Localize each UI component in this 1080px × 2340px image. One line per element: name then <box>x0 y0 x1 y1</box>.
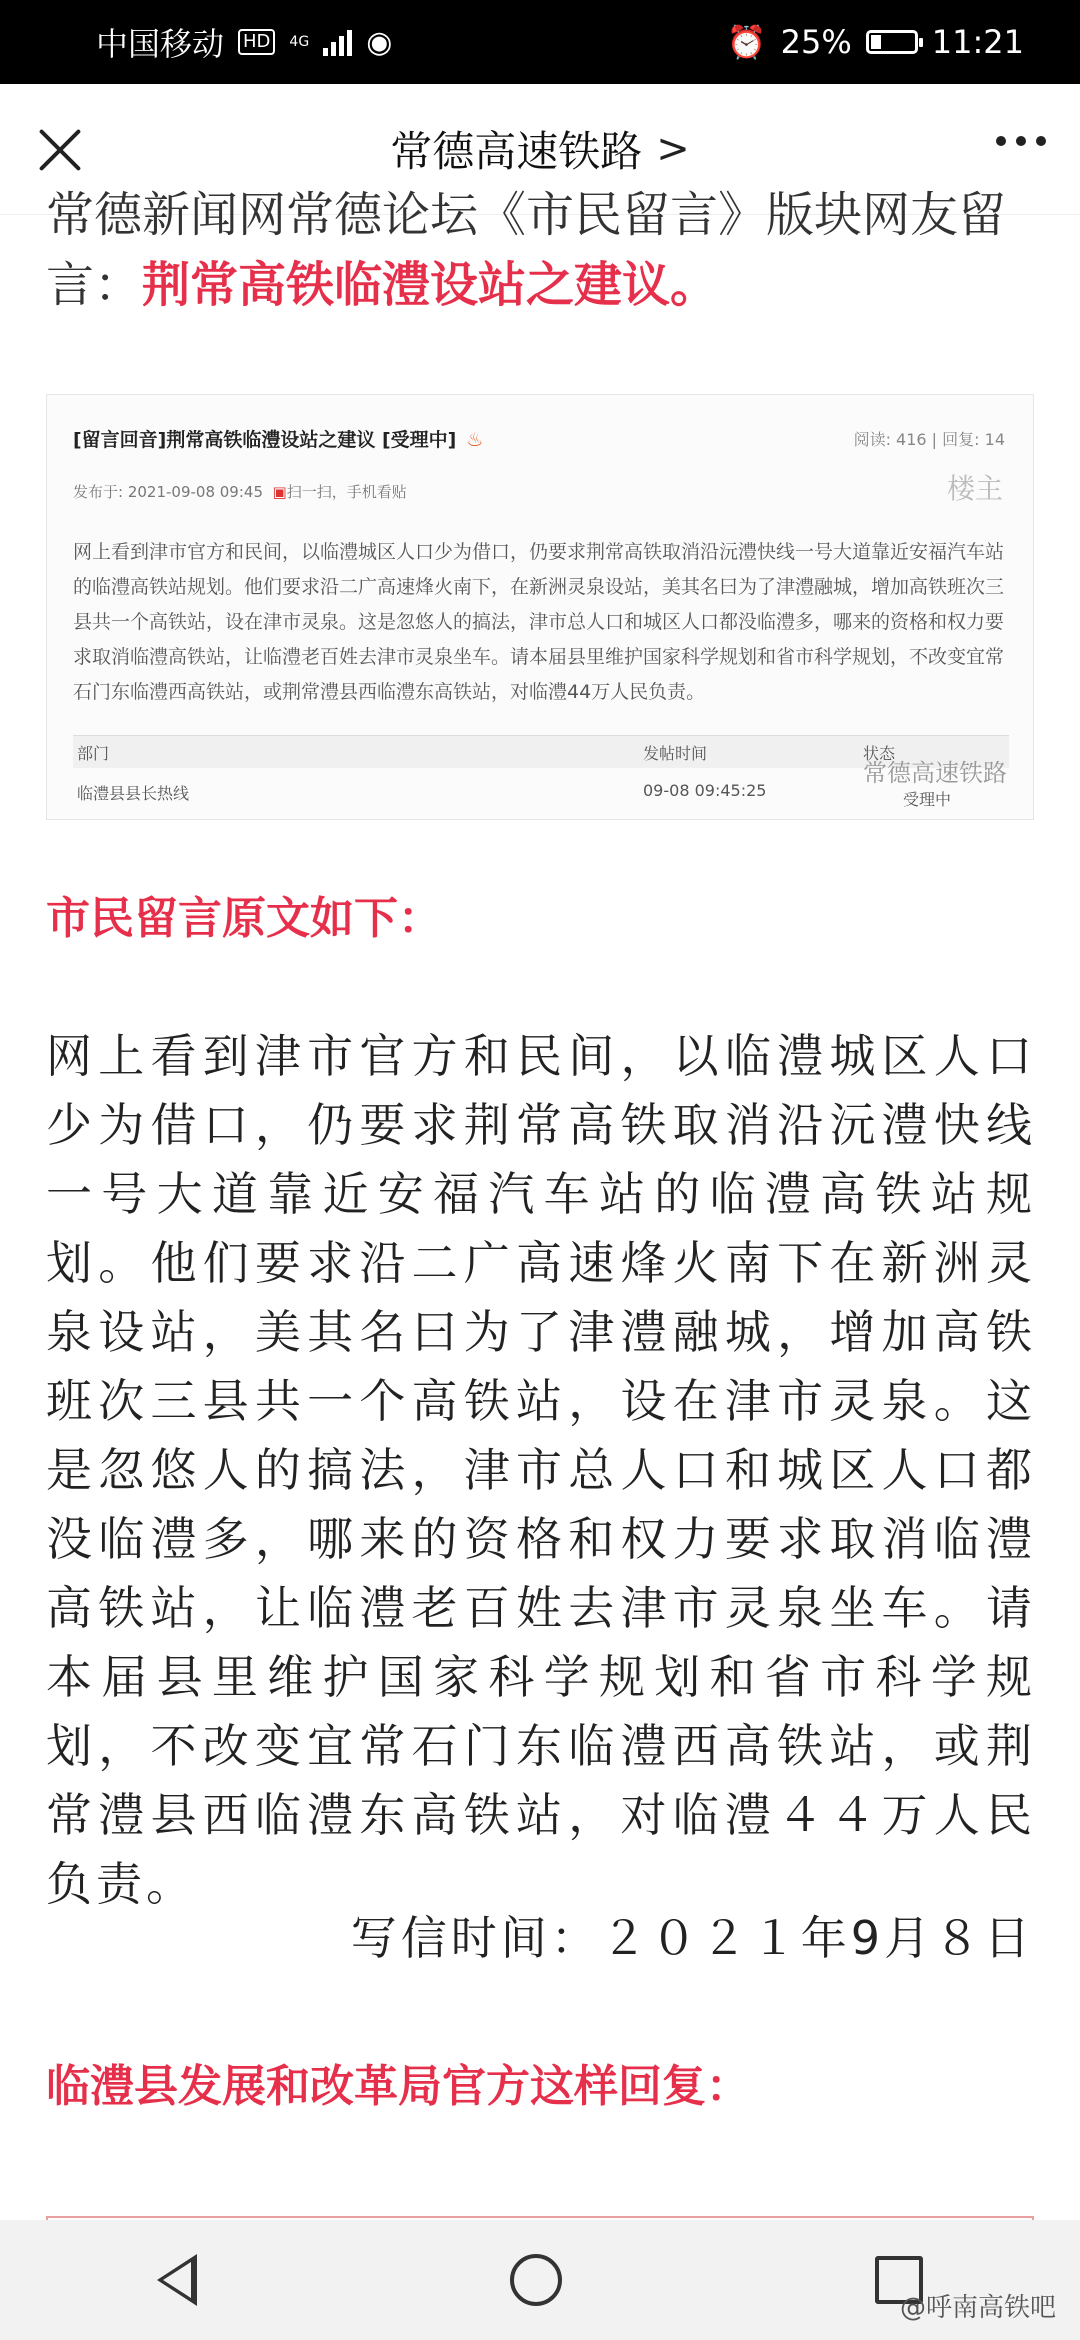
row-time: 09-08 09:45:25 <box>643 781 767 800</box>
page-title: 常德高速铁路 <box>390 127 643 176</box>
row-dept: 临澧县县长热线 <box>77 784 190 803</box>
system-nav-bar <box>0 2220 1080 2340</box>
signal-icon <box>323 28 352 56</box>
col-time: 发帖时间 <box>643 744 708 763</box>
col-status: 状态 <box>863 744 896 763</box>
battery-icon <box>866 30 918 54</box>
more-menu-icon[interactable] <box>996 136 1046 146</box>
col-dept: 部门 <box>77 744 110 763</box>
battery-percent: 25% <box>780 23 852 61</box>
letter-time: 写信时间：２０２１年9月８日 <box>350 1911 1034 1965</box>
intro-highlight: 荆常高铁临澧设站之建议。 <box>142 257 719 313</box>
account-title-link[interactable] <box>390 119 690 179</box>
post-floor: 楼主 <box>946 472 1003 505</box>
alarm-icon: ⏰ <box>726 23 767 61</box>
intro-paragraph <box>46 180 1036 320</box>
section-title-reply: 临澧县发展和改革局官方这样回复： <box>46 2061 750 2112</box>
main-paragraph: 网上看到津市官方和民间，以临澧城区人口少为借口，仍要求荆常高铁取消沿沅澧快线一号大道靠近安福汽车站的临澧高铁站规划。他们要求沿二广高速烽火南下在新洲灵泉设站，美其名曰为了津澧融城，增加高铁班次三县共一个高铁站，设在津市灵泉。这是忽悠人的搞法，津市总人口和城区人口都没临澧多，哪来的资格和权力要求取消临澧高铁站，让临澧老百姓去津市灵泉坐车。请本届县里维护国家科学规划和省市科学规划，不改变宜常石门东临澧西高铁站，或荆常澧县西临澧东高铁站，对临澧４４万人民负责。 <box>46 1029 1036 1911</box>
flame-icon: ♨ <box>466 429 484 451</box>
post-title: [留言回音]荆常高铁临澧设站之建议 [受理中] ♨ <box>73 429 484 451</box>
article-content[interactable] <box>0 187 1080 2220</box>
eye-icon: ◉ <box>366 24 393 60</box>
post-meta: 发布于: 2021-09-08 09:45 ▣扫一扫，手机看贴 <box>73 483 407 501</box>
watermark: 常德高速铁路 <box>863 759 1007 787</box>
section-title-original: 市民留言原文如下： <box>46 893 442 944</box>
corner-watermark: @呼南高铁吧 <box>899 2293 1056 2323</box>
status-right <box>727 23 1024 61</box>
home-icon[interactable] <box>510 2254 562 2306</box>
chevron-right-icon: > <box>656 126 690 172</box>
post-body: 网上看到津市官方和民间，以临澧城区人口少为借口，仍要求荆常高铁取消沿沅澧快线一号大道靠近安福汽车站的临澧高铁站规划。他们要求沿二广高速烽火南下，在新洲灵泉设站，美其名曰为了津澧融城，增加高铁班次三县共一个高铁站，设在津市灵泉。这是忽悠人的搞法，津市总人口和城区人口都没临澧多，哪来的资格和权力要求取消临澧高铁站，让临澧老百姓去津市灵泉坐车。请本届县里维护国家科学规划和省市科学规划，不改变宜常石门东临澧西高铁站，或荆常澧县西临澧东高铁站，对临澧44万人民负责。 <box>73 541 1005 703</box>
clock: 11:21 <box>931 23 1024 61</box>
status-bar <box>0 0 1080 84</box>
carrier-label: 中国移动 <box>96 25 225 63</box>
post-stats: 阅读: 416 | 回复: 14 <box>853 430 1005 449</box>
back-icon[interactable] <box>157 2254 197 2306</box>
network-label: 4G <box>289 34 310 50</box>
status-left <box>96 19 392 65</box>
intro-text: 常德新闻网常德论坛《市民留言》版块网友留言： <box>46 187 1007 313</box>
row-status: 受理中 <box>903 790 952 809</box>
close-icon[interactable] <box>34 124 86 176</box>
hd-badge: HD <box>238 29 275 55</box>
qr-icon: ▣ <box>272 483 287 501</box>
embedded-post-screenshot <box>46 394 1034 820</box>
